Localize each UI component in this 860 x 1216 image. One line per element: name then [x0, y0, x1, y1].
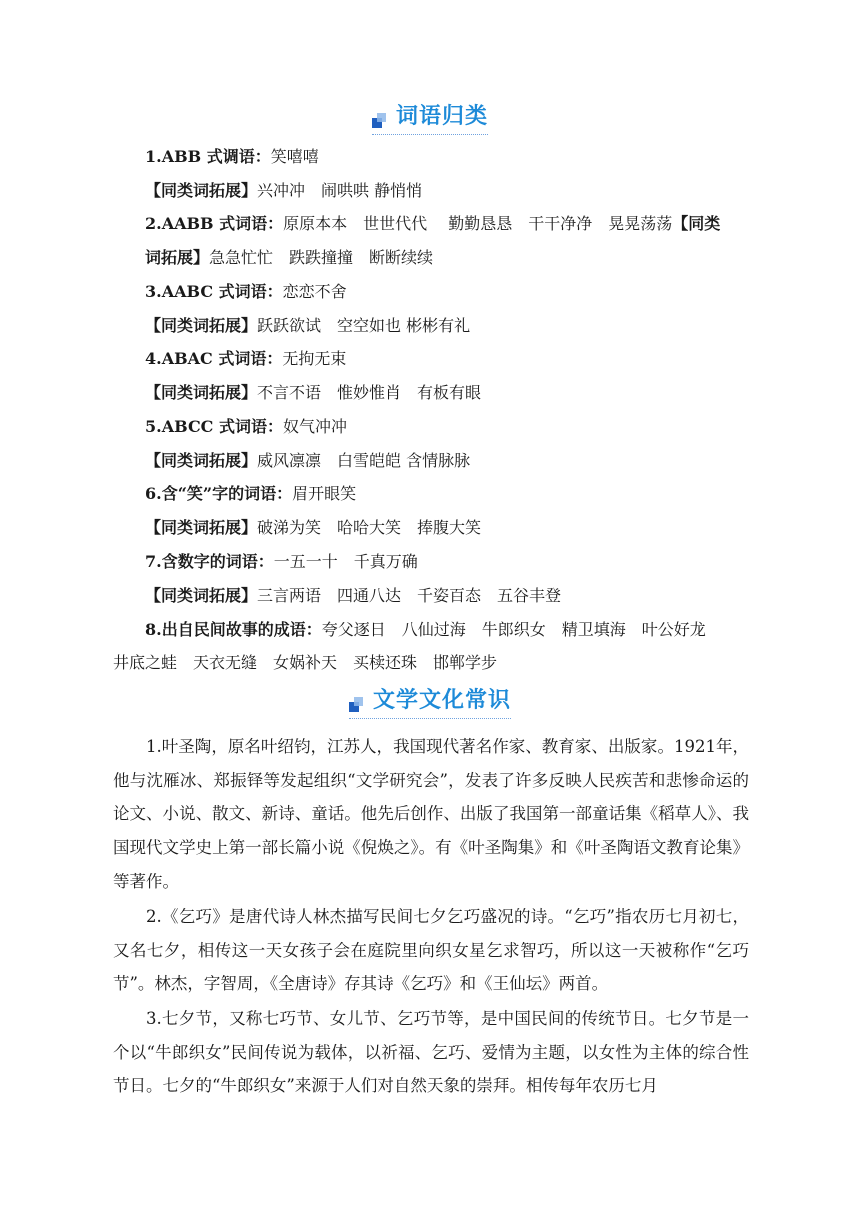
- line-text: 奴气冲冲: [282, 417, 347, 436]
- line-text: 不言不语 惟妙惟肖 有板有眼: [257, 383, 482, 402]
- extension-label: 【同类词拓展】: [145, 181, 258, 200]
- extension-label: 【同类词拓展】: [145, 586, 258, 605]
- line-label: 3.AABC 式词语：: [145, 282, 283, 301]
- culture-paragraph-1: 1.叶圣陶，原名叶绍钧，江苏人，我国现代著名作家、教育家、出版家。1921年，他与沈雁冰、郑振铎等发起组织“文学研究会”，发表了许多反映人民疾苦和悲惨命运的论文、小说、散文、新诗、童话。他先后创作、出版了我国第一部童话集《稻草人》、我国现代文学史上第一部长篇小说《倪焕之》。有《叶圣陶集》和《叶圣陶语文教育论集》等著作。: [113, 737, 749, 891]
- culture-paragraph-2: 2.《乞巧》是唐代诗人林杰描写民间七夕乞巧盛况的诗。“乞巧”指农历七月初七，又名七夕，相传这一天女孩子会在庭院里向织女星乞求智巧，所以这一天被称作“乞巧节”。林杰，字智周，《全唐诗》存其诗《乞巧》和《王仙坛》两首。: [113, 907, 749, 994]
- extension-label: 【同类词拓展】: [145, 383, 258, 402]
- word-line-11: [145, 482, 356, 506]
- line-text: 夸父逐日 八仙过海 牛郎织女 精卫填海 叶公好龙: [321, 620, 706, 639]
- extension-label: 【同类: [672, 214, 721, 233]
- line-text: 恋恋不舍: [282, 282, 347, 301]
- line-text: 兴冲冲 闹哄哄 静悄悄: [257, 181, 423, 200]
- line-label: 6.含“笑”字的词语：: [145, 484, 293, 503]
- section-title: 文学文化常识: [372, 688, 511, 713]
- line-text: 一五一十 千真万确: [273, 552, 418, 571]
- word-line-3: [145, 212, 720, 236]
- line-text: 原原本本 世世代代 勤勤恳恳 干干净净 晃晃荡荡: [283, 214, 673, 233]
- line-text: 跃跃欲试 空空如也 彬彬有礼: [257, 316, 471, 335]
- extension-label: 【同类词拓展】: [145, 451, 258, 470]
- line-label: 8.出自民间故事的成语：: [145, 620, 322, 639]
- word-line-8: [145, 381, 481, 405]
- section-title: 词语归类: [395, 104, 488, 129]
- word-line-14: [145, 584, 561, 608]
- line-label: 7.含数字的词语：: [145, 552, 274, 571]
- line-label: 5.ABCC 式词语：: [145, 417, 283, 436]
- section-header-word-classification: [0, 104, 860, 135]
- word-line-9: [145, 415, 347, 439]
- line-text: 眉开眼笑: [292, 484, 357, 503]
- line-label: 1.ABB 式调语：: [145, 147, 271, 166]
- word-line-15: [145, 618, 706, 642]
- word-line-13: [145, 550, 418, 574]
- word-line-7: [145, 347, 346, 371]
- line-text: 破涕为笑 哈哈大笑 捧腹大笑: [257, 518, 482, 537]
- line-label: 4.ABAC 式词语：: [145, 349, 283, 368]
- line-text: 井底之蛙 天衣无缝 女娲补天 买椟还珠 邯郸学步: [113, 653, 498, 672]
- word-line-1: [145, 145, 319, 169]
- section-square-icon: [349, 696, 365, 712]
- line-text: 无拘无束: [282, 349, 347, 368]
- word-line-16: [113, 651, 497, 675]
- line-label: 2.AABB 式词语：: [145, 214, 284, 233]
- word-line-10: [145, 449, 470, 473]
- extension-label: 【同类词拓展】: [145, 518, 258, 537]
- section-header-literary-culture: [0, 688, 860, 719]
- line-text: 三言两语 四通八达 千姿百态 五谷丰登: [257, 586, 562, 605]
- word-line-4: [145, 246, 433, 270]
- culture-paragraph-3: 3.七夕节，又称七巧节、女儿节、乞巧节等，是中国民间的传统节日。七夕节是一个以“牛郎织女”民间传说为载体，以祈福、乞巧、爱情为主题，以女性为主体的综合性节日。七夕的“牛郎织女”来源于人们对自然天象的崇拜。相传每年农历七月: [113, 1009, 749, 1096]
- word-line-5: [145, 280, 347, 304]
- section-square-icon: [372, 112, 388, 128]
- line-text: 急急忙忙 跌跌撞撞 断断续续: [209, 248, 434, 267]
- line-text: 威风凛凛 白雪皑皑 含情脉脉: [257, 451, 471, 470]
- line-text: 笑嘻嘻: [270, 147, 319, 166]
- word-line-6: [145, 314, 470, 338]
- word-line-2: [145, 179, 422, 203]
- extension-label: 【同类词拓展】: [145, 316, 258, 335]
- extension-label: 词拓展】: [145, 248, 210, 267]
- word-line-12: [145, 516, 481, 540]
